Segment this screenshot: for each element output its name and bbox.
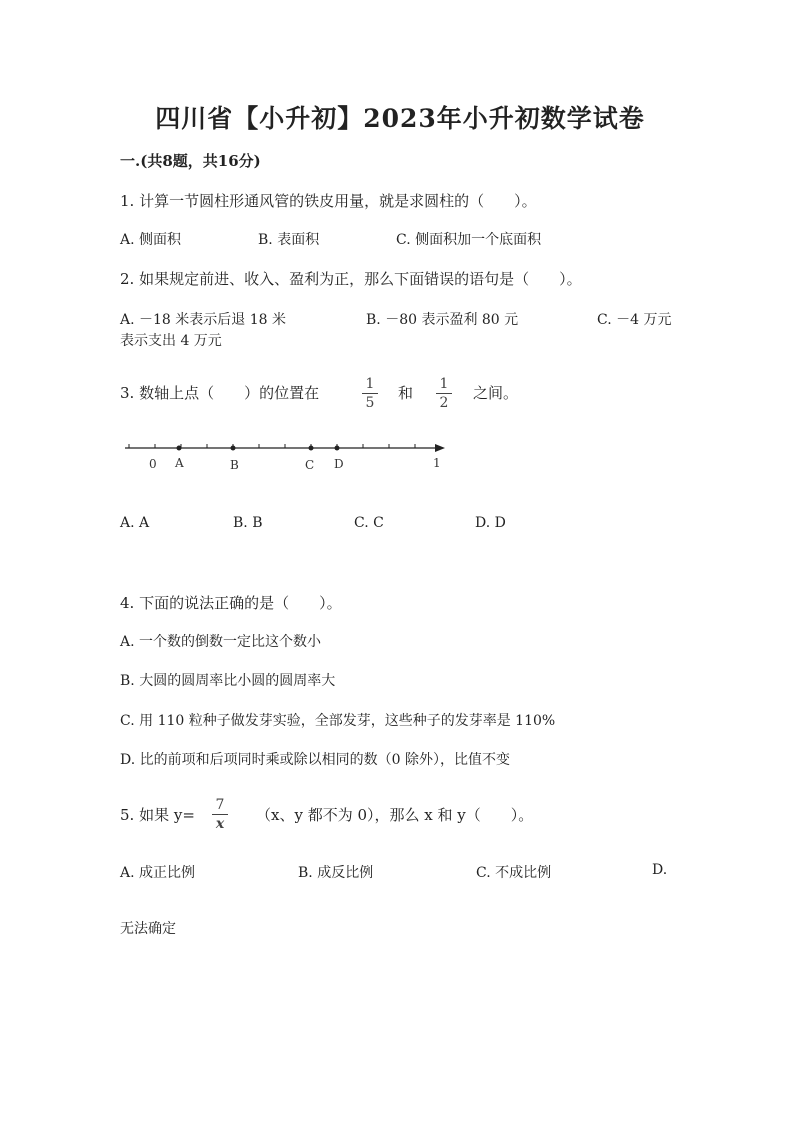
question-4-option-b: B. 大圆的圆周率比小圆的圆周率大 — [120, 673, 336, 689]
fraction-one-fifth — [362, 376, 378, 411]
fraction-numerator: 7 — [215, 797, 225, 813]
axis-label-d: D — [334, 457, 344, 471]
question-5-stem-suffix: （x、y 都不为 0），那么 x 和 y（ ）。 — [256, 806, 534, 824]
fraction-bar — [212, 814, 228, 815]
question-2-option-a: A. －18 米表示后退 18 米 — [120, 312, 286, 328]
question-2-option-c: C. －4 万元 — [597, 312, 672, 328]
question-5-option-d: D. — [652, 862, 668, 878]
fraction-denominator: x — [215, 816, 225, 832]
question-5-option-c: C. 不成比例 — [476, 865, 552, 881]
question-3-option-c: C. C — [354, 515, 384, 531]
question-2-option-c-continued: 表示支出 4 万元 — [120, 333, 222, 349]
question-2-stem: 2. 如果规定前进、收入、盈利为正，那么下面错误的语句是（ ）。 — [120, 270, 582, 288]
fraction-denominator: 5 — [365, 395, 375, 411]
fraction-bar — [436, 393, 452, 394]
number-line — [115, 430, 455, 480]
point-b-dot — [231, 446, 236, 451]
axis-label-b: B — [230, 458, 239, 472]
axis-label-1: 1 — [433, 456, 441, 470]
fraction-one-half — [436, 376, 452, 411]
question-4-option-a: A. 一个数的倒数一定比这个数小 — [120, 634, 322, 650]
question-4-option-c: C. 用 110 粒种子做发芽实验，全部发芽，这些种子的发芽率是 110% — [120, 713, 556, 729]
point-c-dot — [309, 446, 314, 451]
question-5-stem-prefix: 5. 如果 y= — [120, 806, 195, 824]
question-4-option-d: D. 比的前项和后项同时乘或除以相同的数（0 除外），比值不变 — [120, 752, 510, 768]
question-2-option-b: B. －80 表示盈利 80 元 — [366, 312, 519, 328]
question-3-option-d: D. D — [475, 515, 506, 531]
number-line-ticks — [129, 444, 415, 448]
axis-label-c: C — [305, 458, 315, 472]
question-3-stem-prefix: 3. 数轴上点（ ）的位置在 — [120, 384, 320, 402]
number-line-arrowhead — [435, 444, 445, 452]
fraction-bar — [362, 393, 378, 394]
question-3-stem-suffix: 之间。 — [473, 384, 519, 402]
question-5-option-a: A. 成正比例 — [120, 865, 196, 881]
fraction-numerator: 1 — [439, 376, 449, 392]
axis-label-a: A — [175, 456, 184, 470]
question-1-option-a: A. 侧面积 — [120, 232, 182, 248]
question-5-option-b: B. 成反比例 — [298, 865, 374, 881]
question-3-option-b: B. B — [233, 515, 263, 531]
question-5-option-d-continued: 无法确定 — [120, 921, 176, 937]
question-3-option-a: A. A — [120, 515, 150, 531]
question-4-stem: 4. 下面的说法正确的是（ ）。 — [120, 594, 342, 612]
point-a-dot — [177, 446, 182, 451]
point-d-dot — [335, 446, 340, 451]
question-1-option-c: C. 侧面积加一个底面积 — [396, 232, 542, 248]
question-1-stem: 1. 计算一节圆柱形通风管的铁皮用量，就是求圆柱的（ ）。 — [120, 192, 537, 210]
fraction-seven-over-x — [212, 797, 228, 832]
axis-label-0: 0 — [149, 457, 157, 471]
question-1-option-b: B. 表面积 — [258, 232, 320, 248]
fraction-numerator: 1 — [365, 376, 375, 392]
section-header: 一.(共8题，共16分) — [120, 152, 261, 170]
fraction-denominator: 2 — [439, 395, 449, 411]
page-title: 四川省【小升初】2023年小升初数学试卷 — [155, 104, 645, 133]
question-3-and: 和 — [398, 384, 414, 402]
